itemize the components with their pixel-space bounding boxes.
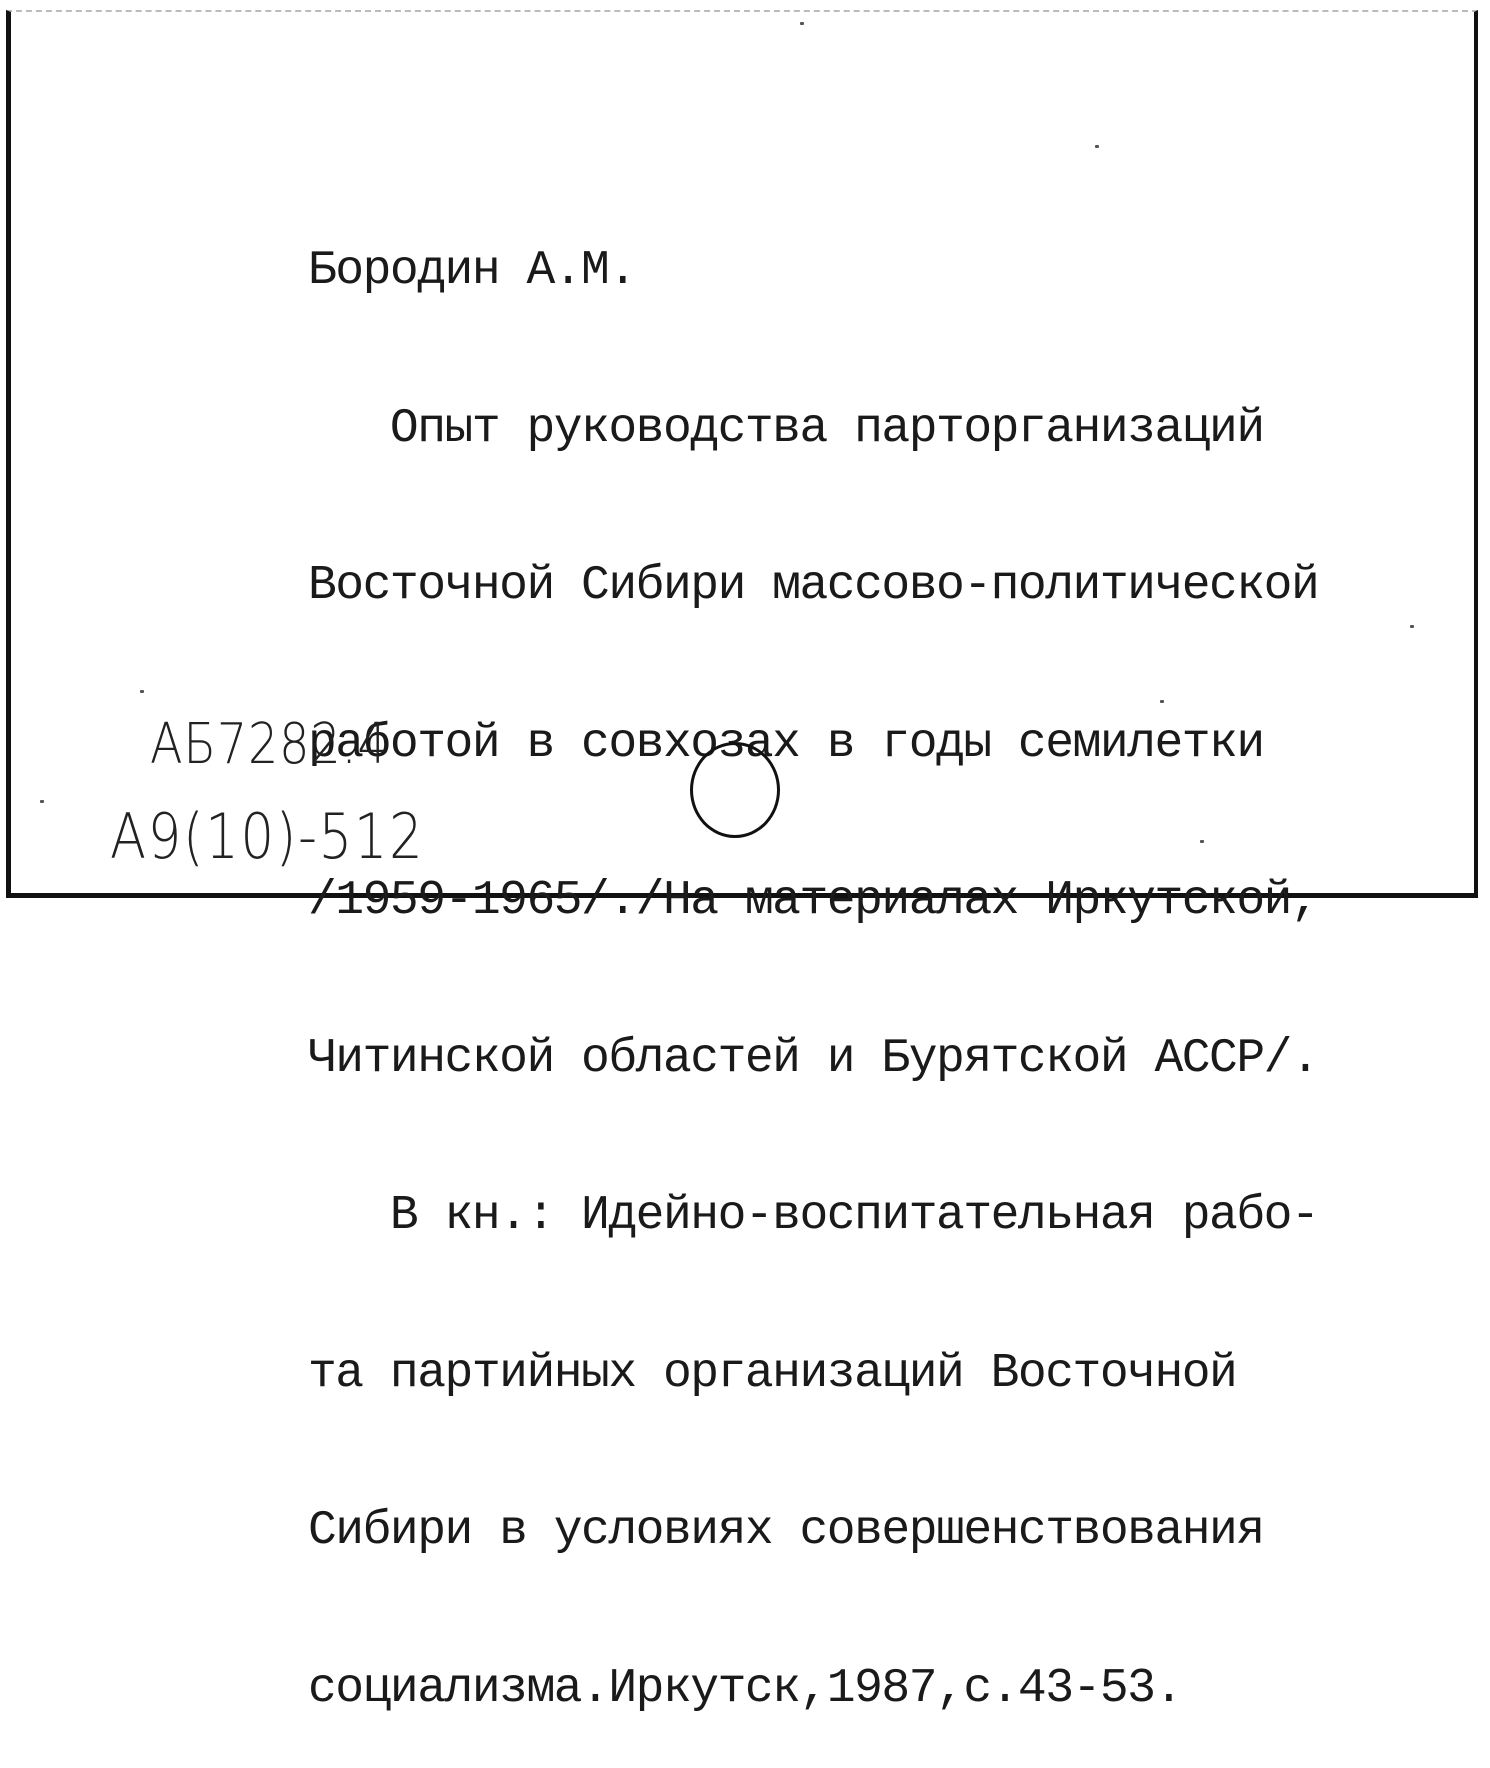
- handwritten-classification-code: А9(10)-512: [110, 800, 425, 873]
- scan-speck: [140, 690, 144, 693]
- description-line: Восточной Сибири массово-политической: [308, 559, 1319, 613]
- description-line: /1959-1965/./На материалах Иркутской,: [308, 874, 1319, 928]
- card-text: [308, 140, 1318, 1768]
- description-line: социализма.Иркутск,1987,с.43-53.: [308, 1661, 1182, 1716]
- description-line: Опыт руководства парторганизаций: [308, 401, 1264, 456]
- scan-speck: [800, 22, 804, 25]
- description-line: та партийных организаций Восточной: [308, 1346, 1237, 1401]
- scan-speck: [1200, 840, 1204, 843]
- handwritten-shelf-code: АБ7282.4: [150, 712, 389, 777]
- punch-hole: [690, 742, 780, 838]
- description-line: Читинской областей и Бурятской АССР/.: [308, 1031, 1319, 1086]
- description-line: В кн.: Идейно-воспитательная рабо-: [308, 1189, 1319, 1243]
- description-line: Сибири в условиях совершенствования: [308, 1504, 1264, 1558]
- scan-speck: [1095, 145, 1099, 148]
- scan-speck: [1160, 700, 1164, 703]
- scan-speck: [40, 800, 44, 803]
- author-line: Бородин А.М.: [308, 244, 636, 298]
- description-line: работой в совхозах в годы семилетки: [308, 716, 1264, 771]
- scan-speck: [1410, 625, 1414, 628]
